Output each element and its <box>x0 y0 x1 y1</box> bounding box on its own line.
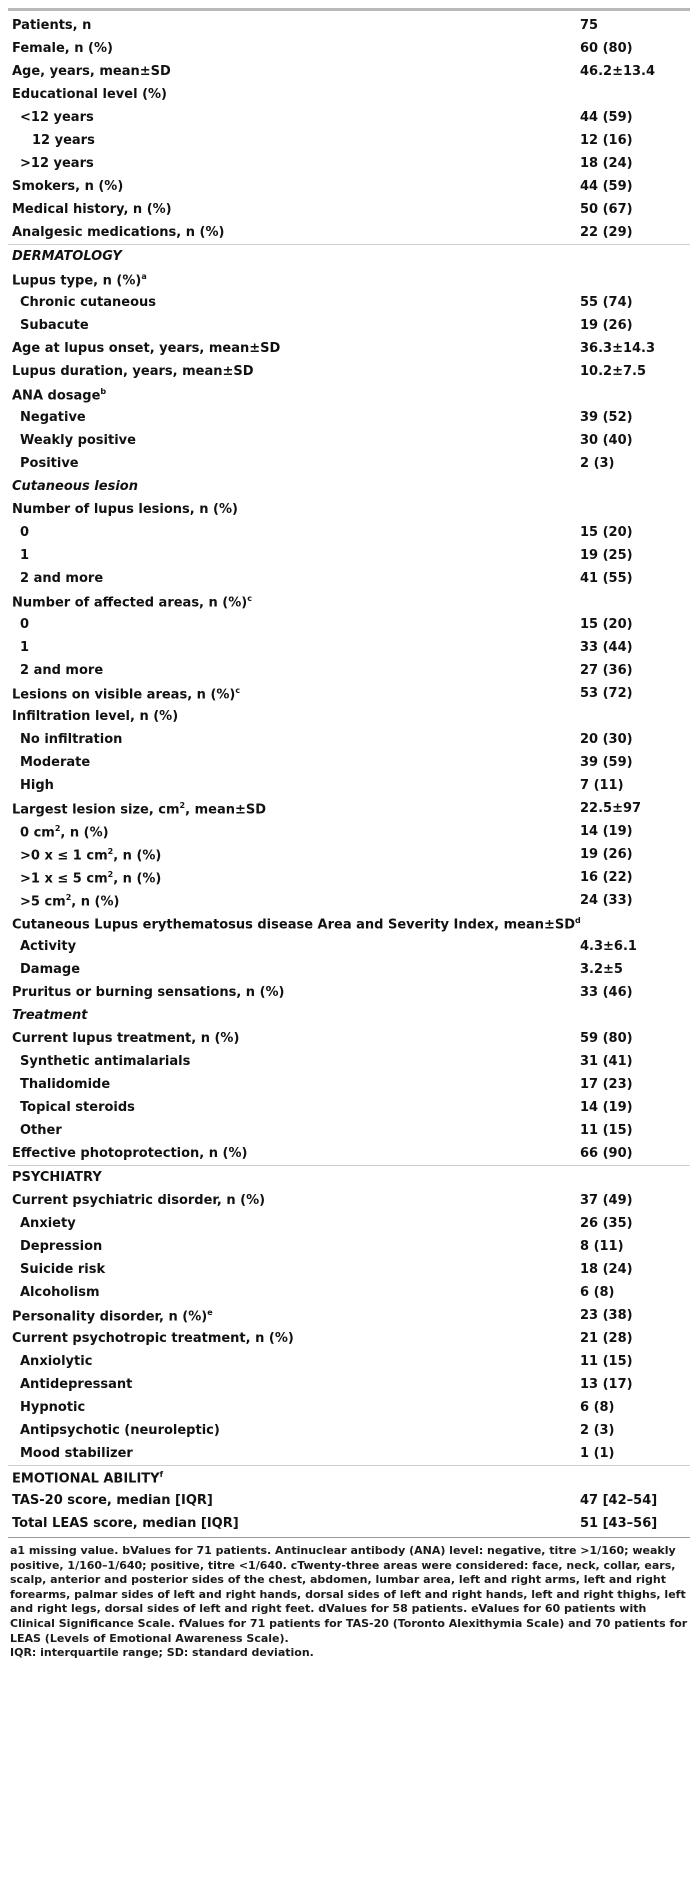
row-label-text: PSYCHIATRY <box>12 1169 102 1185</box>
row-value: 12 (16) <box>580 132 633 148</box>
row-label <box>8 14 576 37</box>
table-row <box>8 1327 690 1350</box>
row-value: 4.3±6.1 <box>580 938 637 954</box>
row-value: 17 (23) <box>580 1076 633 1092</box>
row-value: 13 (17) <box>580 1376 633 1392</box>
row-label <box>8 337 576 360</box>
row-value: 10.2±7.5 <box>580 363 646 379</box>
row-value: 36.3±14.3 <box>580 340 656 356</box>
row-label <box>8 1027 576 1050</box>
row-label-text: 0 <box>20 616 30 632</box>
row-label-text: Largest lesion size, cm <box>12 802 180 818</box>
row-value: 50 (67) <box>580 201 633 217</box>
table-row <box>8 360 690 383</box>
row-label-text: Subacute <box>20 317 89 333</box>
table-row <box>8 820 690 843</box>
table-row <box>8 1027 690 1050</box>
row-label <box>8 475 576 498</box>
row-label-suffix: , n (%) <box>113 848 162 864</box>
table-row <box>8 1304 690 1327</box>
row-value: 23 (38) <box>580 1307 633 1323</box>
row-value: 33 (44) <box>580 639 633 655</box>
row-label-text: Negative <box>20 409 86 425</box>
table-row <box>8 1489 690 1512</box>
row-value: 46.2±13.4 <box>580 63 656 79</box>
row-label-text: Depression <box>20 1238 103 1254</box>
table-footnotes <box>8 1538 690 1661</box>
table-row <box>8 314 690 337</box>
row-label-text: 0 cm <box>20 825 55 841</box>
row-label <box>8 383 576 406</box>
row-label <box>8 314 576 337</box>
row-value: 47 [42–54] <box>580 1492 658 1508</box>
table-row <box>8 1373 690 1396</box>
row-label <box>8 452 576 475</box>
row-value: 14 (19) <box>580 1099 633 1115</box>
row-label-suffix: , n (%) <box>71 894 120 910</box>
row-label-text: Antipsychotic (neuroleptic) <box>20 1422 220 1438</box>
row-value: 51 [43–56] <box>580 1515 658 1531</box>
row-label <box>8 1396 576 1419</box>
row-value: 31 (41) <box>580 1053 633 1069</box>
row-label <box>8 1073 576 1096</box>
table-row <box>8 198 690 221</box>
row-label <box>8 1373 576 1396</box>
row-label-text: Current psychiatric disorder, n (%) <box>12 1192 266 1208</box>
row-label-text: >1 x ≤ 5 cm <box>20 871 108 887</box>
row-label-text: EMOTIONAL ABILITY <box>12 1471 160 1487</box>
footnote-abbreviations-and-values: a1 missing value. bValues for 71 patients. Antinuclear antibody (ANA) level: negative, titre >1/160; weakly positive, 1/160–1/640; positive, titre <1/640. cTwenty-three areas were considered: face, neck, collar, ears, scalp, anterior and posterior sides of the chest, abdomen, lumbar area, left and right arms, left and right forearms, palmar sides of left and right hands, dorsal sides of left and right hands, left and right thighs, left and right legs, dorsal sides of left and right feet. dValues for 58 patients. eValues for 60 patients with Clinical Significance Scale. fValues for 71 patients for TAS-20 (Toronto Alexithymia Scale) and 70 patients for LEAS (Levels of Emotional Awareness Scale). <box>10 1544 688 1645</box>
footnote-marker: 2 <box>107 847 114 857</box>
row-label <box>8 981 576 1004</box>
table-row <box>8 1073 690 1096</box>
row-label-text: Lesions on visible areas, n (%) <box>12 687 236 703</box>
row-label-text: Antidepressant <box>20 1376 133 1392</box>
row-value <box>576 1004 690 1027</box>
footnote-marker: 2 <box>107 870 114 880</box>
row-label <box>8 590 576 613</box>
row-value: 59 (80) <box>580 1030 633 1046</box>
row-label-text: Damage <box>20 961 81 977</box>
row-label-text: 12 years <box>32 132 95 148</box>
row-label-text: Cutaneous lesion <box>12 478 138 494</box>
row-value <box>576 268 690 291</box>
row-label-text: Smokers, n (%) <box>12 178 124 194</box>
row-label-text: 1 <box>20 639 30 655</box>
row-label-text: Analgesic medications, n (%) <box>12 224 225 240</box>
row-label-text: Medical history, n (%) <box>12 201 172 217</box>
table-row <box>8 1258 690 1281</box>
row-value: 15 (20) <box>580 524 633 540</box>
table-row <box>8 797 690 820</box>
row-value: 16 (22) <box>580 869 633 885</box>
row-label-text: Chronic cutaneous <box>20 294 157 310</box>
row-label <box>8 106 576 129</box>
row-label-text: 2 and more <box>20 570 104 586</box>
row-value: 11 (15) <box>580 1122 633 1138</box>
row-value <box>576 383 690 406</box>
table-row <box>8 1004 690 1027</box>
table-row <box>8 935 690 958</box>
table-row <box>8 981 690 1004</box>
row-value: 44 (59) <box>580 178 633 194</box>
row-label <box>8 636 576 659</box>
row-label-text: Personality disorder, n (%) <box>12 1309 208 1325</box>
row-value <box>576 705 690 728</box>
row-value: 30 (40) <box>580 432 633 448</box>
row-label-text: >12 years <box>20 155 94 171</box>
row-value: 1 (1) <box>580 1445 615 1461</box>
row-label-text: Weakly positive <box>20 432 136 448</box>
row-label <box>8 866 576 889</box>
table-row <box>8 1466 690 1490</box>
table-row <box>8 843 690 866</box>
row-label-text: 0 <box>20 524 30 540</box>
row-label <box>8 1466 576 1490</box>
table-row <box>8 245 690 269</box>
row-value: 2 (3) <box>580 1422 615 1438</box>
row-label <box>8 152 576 175</box>
row-label <box>8 843 576 866</box>
footnote-marker: 2 <box>179 801 186 811</box>
row-value: 8 (11) <box>580 1238 624 1254</box>
footnote-marker: f <box>159 1470 164 1480</box>
row-label <box>8 291 576 314</box>
row-value: 33 (46) <box>580 984 633 1000</box>
row-value: 6 (8) <box>580 1284 615 1300</box>
row-value: 39 (52) <box>580 409 633 425</box>
row-label-text: Lupus duration, years, mean±SD <box>12 363 254 379</box>
row-label <box>8 1119 576 1142</box>
table-row <box>8 613 690 636</box>
row-label <box>8 567 576 590</box>
row-label-text: Infiltration level, n (%) <box>12 708 179 724</box>
table-row <box>8 958 690 981</box>
row-label-text: Current lupus treatment, n (%) <box>12 1030 240 1046</box>
row-label-text: Educational level (%) <box>12 86 167 102</box>
row-label-text: Other <box>20 1122 62 1138</box>
table-row <box>8 889 690 912</box>
table-row <box>8 1119 690 1142</box>
row-label <box>8 1189 576 1212</box>
table-row <box>8 1281 690 1304</box>
row-value: 19 (26) <box>580 317 633 333</box>
row-value: 53 (72) <box>580 685 633 701</box>
table-row <box>8 521 690 544</box>
table-row <box>8 682 690 705</box>
row-value: 7 (11) <box>580 777 624 793</box>
row-label <box>8 797 576 820</box>
table-top-rule <box>8 8 690 11</box>
row-label <box>8 728 576 751</box>
row-label <box>8 360 576 383</box>
table-row <box>8 659 690 682</box>
table-row <box>8 1419 690 1442</box>
row-value: 27 (36) <box>580 662 633 678</box>
row-label-text: Positive <box>20 455 79 471</box>
row-label <box>8 429 576 452</box>
row-label <box>8 498 576 521</box>
row-value: 14 (19) <box>580 823 633 839</box>
row-value: 55 (74) <box>580 294 633 310</box>
row-label <box>8 1004 576 1027</box>
row-label <box>8 221 576 245</box>
row-label <box>8 245 576 269</box>
table-row <box>8 1350 690 1373</box>
table-row <box>8 705 690 728</box>
table-row <box>8 1396 690 1419</box>
row-label-text: Total LEAS score, median [IQR] <box>12 1515 239 1531</box>
row-label-text: Number of affected areas, n (%) <box>12 595 248 611</box>
row-label <box>8 820 576 843</box>
footnote-marker: b <box>100 387 107 397</box>
footnote-marker: c <box>235 686 241 696</box>
table-row <box>8 429 690 452</box>
row-label <box>8 544 576 567</box>
table-row <box>8 14 690 37</box>
row-value: 18 (24) <box>580 155 633 171</box>
row-label-text: Treatment <box>12 1007 88 1023</box>
row-value <box>576 590 690 613</box>
table-row <box>8 774 690 797</box>
row-label <box>8 1512 576 1535</box>
footnote-marker: 2 <box>65 893 72 903</box>
row-label-text: Hypnotic <box>20 1399 86 1415</box>
row-value: 41 (55) <box>580 570 633 586</box>
row-label-text: Cutaneous Lupus erythematosus disease Area and Severity Index, mean±SD <box>12 917 576 933</box>
row-value: 22.5±97 <box>580 800 642 816</box>
row-value <box>576 83 690 106</box>
row-label <box>8 682 576 705</box>
row-label-text: >0 x ≤ 1 cm <box>20 848 108 864</box>
row-label <box>8 958 576 981</box>
row-label-text: Topical steroids <box>20 1099 135 1115</box>
row-label <box>8 1304 576 1327</box>
row-label-text: Lupus type, n (%) <box>12 273 142 289</box>
row-label <box>8 1419 576 1442</box>
row-label-text: Moderate <box>20 754 91 770</box>
row-label-text: Age at lupus onset, years, mean±SD <box>12 340 281 356</box>
row-label <box>8 1142 576 1166</box>
row-value: 19 (26) <box>580 846 633 862</box>
row-label-text: 1 <box>20 547 30 563</box>
table-row <box>8 751 690 774</box>
row-value: 37 (49) <box>580 1192 633 1208</box>
row-label <box>8 198 576 221</box>
row-label-suffix: , n (%) <box>113 871 162 887</box>
row-label <box>8 1350 576 1373</box>
footnote-marker: e <box>207 1308 213 1318</box>
row-value <box>576 912 690 935</box>
row-value: 66 (90) <box>580 1145 633 1161</box>
row-label-text: TAS-20 score, median [IQR] <box>12 1492 213 1508</box>
row-label-text: High <box>20 777 54 793</box>
table-row <box>8 1212 690 1235</box>
table-row <box>8 406 690 429</box>
table-row <box>8 636 690 659</box>
row-value: 21 (28) <box>580 1330 633 1346</box>
row-label-text: Effective photoprotection, n (%) <box>12 1145 248 1161</box>
table-row <box>8 129 690 152</box>
document <box>8 8 690 1661</box>
row-label <box>8 521 576 544</box>
row-value: 15 (20) <box>580 616 633 632</box>
row-label <box>8 1442 576 1466</box>
row-label-text: Thalidomide <box>20 1076 111 1092</box>
row-label-text: Anxiolytic <box>20 1353 93 1369</box>
row-value: 19 (25) <box>580 547 633 563</box>
row-label-text: Synthetic antimalarials <box>20 1053 191 1069</box>
row-label <box>8 1212 576 1235</box>
table-row <box>8 1166 690 1190</box>
row-label-text: DERMATOLOGY <box>12 248 122 264</box>
row-label <box>8 1166 576 1190</box>
row-label <box>8 1281 576 1304</box>
row-label-text: <12 years <box>20 109 94 125</box>
row-label <box>8 406 576 429</box>
table-row <box>8 1512 690 1535</box>
row-label <box>8 268 576 291</box>
table-row <box>8 37 690 60</box>
table-row <box>8 498 690 521</box>
row-label-text: No infiltration <box>20 731 123 747</box>
row-label-text: Female, n (%) <box>12 40 113 56</box>
table-row <box>8 291 690 314</box>
row-label <box>8 705 576 728</box>
row-value <box>576 1466 690 1490</box>
table-row <box>8 106 690 129</box>
row-label <box>8 613 576 636</box>
table-row <box>8 221 690 245</box>
table-row <box>8 475 690 498</box>
row-value: 6 (8) <box>580 1399 615 1415</box>
footnote-marker: a <box>141 272 147 282</box>
footnote-marker: 2 <box>54 824 61 834</box>
row-value: 39 (59) <box>580 754 633 770</box>
row-value: 26 (35) <box>580 1215 633 1231</box>
table-row <box>8 337 690 360</box>
row-label-suffix: , mean±SD <box>185 802 267 818</box>
row-label <box>8 83 576 106</box>
row-label <box>8 37 576 60</box>
row-label-text: Current psychotropic treatment, n (%) <box>12 1330 294 1346</box>
row-label-suffix: , n (%) <box>60 825 109 841</box>
table-row <box>8 1442 690 1466</box>
table-row <box>8 1096 690 1119</box>
row-label <box>8 129 576 152</box>
row-label-text: Activity <box>20 938 77 954</box>
row-label <box>8 60 576 83</box>
table-row <box>8 912 690 935</box>
row-label <box>8 659 576 682</box>
table-row <box>8 452 690 475</box>
row-label <box>8 1235 576 1258</box>
row-label <box>8 1489 576 1512</box>
row-value <box>576 1166 690 1190</box>
row-label-text: Mood stabilizer <box>20 1445 133 1461</box>
row-value: 18 (24) <box>580 1261 633 1277</box>
row-value: 44 (59) <box>580 109 633 125</box>
row-value: 11 (15) <box>580 1353 633 1369</box>
row-label <box>8 1050 576 1073</box>
row-label <box>8 1258 576 1281</box>
row-label <box>8 889 576 912</box>
row-value: 2 (3) <box>580 455 615 471</box>
row-label <box>8 1327 576 1350</box>
row-label-text: 2 and more <box>20 662 104 678</box>
row-label-text: ANA dosage <box>12 388 101 404</box>
footnote-iqr-sd: IQR: interquartile range; SD: standard deviation. <box>10 1646 314 1660</box>
row-label <box>8 912 581 935</box>
row-value <box>576 245 690 269</box>
table-row <box>8 544 690 567</box>
row-label <box>8 935 576 958</box>
row-label-text: Alcoholism <box>20 1284 100 1300</box>
table-row <box>8 83 690 106</box>
row-value <box>576 475 690 498</box>
row-label <box>8 1096 576 1119</box>
table-body <box>8 14 690 1535</box>
table-row <box>8 866 690 889</box>
footnote-marker: c <box>247 594 252 604</box>
table-row <box>8 1189 690 1212</box>
table-row <box>8 1235 690 1258</box>
table-row <box>8 1050 690 1073</box>
table-row <box>8 268 690 291</box>
table-row <box>8 383 690 406</box>
row-label <box>8 751 576 774</box>
table-row <box>8 175 690 198</box>
row-label <box>8 774 576 797</box>
table-row <box>8 590 690 613</box>
row-label-text: Anxiety <box>20 1215 76 1231</box>
table-row <box>8 60 690 83</box>
table-row <box>8 152 690 175</box>
row-label-text: Patients, n <box>12 17 92 33</box>
patient-characteristics-table <box>8 14 690 1535</box>
row-label-text: Age, years, mean±SD <box>12 63 171 79</box>
row-label-text: Suicide risk <box>20 1261 106 1277</box>
row-label-text: Number of lupus lesions, n (%) <box>12 501 238 517</box>
row-value: 75 <box>580 17 599 33</box>
table-row <box>8 1142 690 1166</box>
row-label-text: >5 cm <box>20 894 66 910</box>
row-value: 22 (29) <box>580 224 633 240</box>
row-value: 20 (30) <box>580 731 633 747</box>
row-value: 3.2±5 <box>580 961 623 977</box>
row-value: 60 (80) <box>580 40 633 56</box>
footnote-marker: d <box>575 916 581 926</box>
row-label <box>8 175 576 198</box>
row-value <box>576 498 690 521</box>
row-label-text: Pruritus or burning sensations, n (%) <box>12 984 285 1000</box>
row-value: 24 (33) <box>580 892 633 908</box>
table-row <box>8 728 690 751</box>
table-row <box>8 567 690 590</box>
